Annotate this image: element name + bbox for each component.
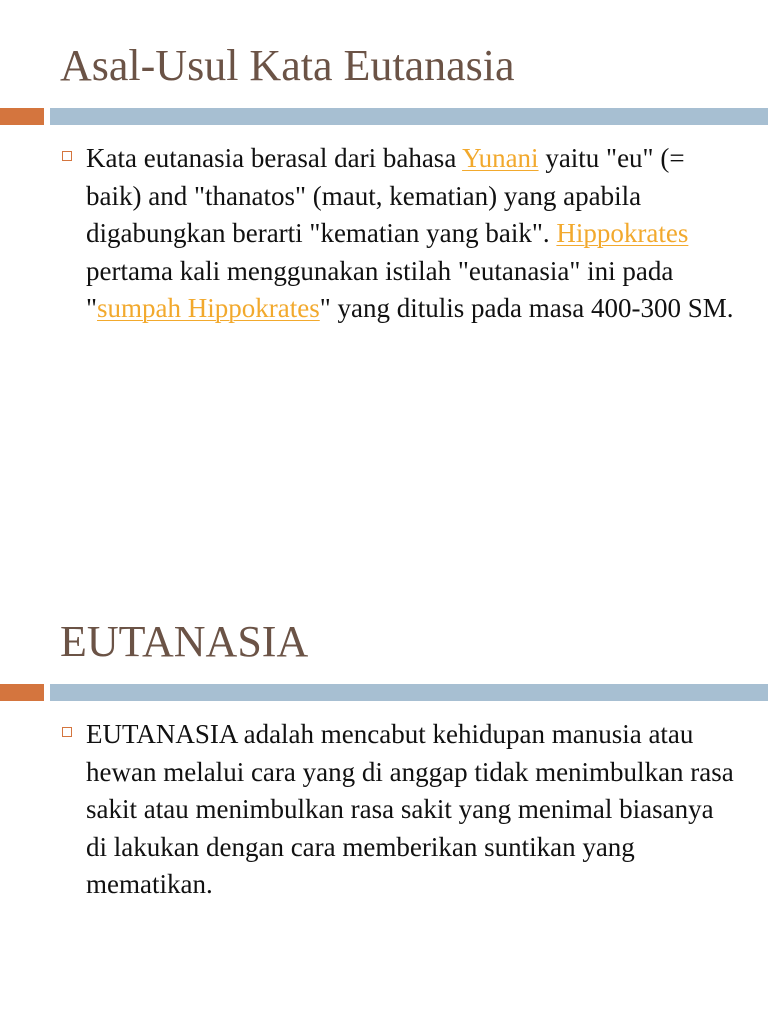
- text-segment: Kata eutanasia berasal dari bahasa: [86, 143, 463, 173]
- bullet-item: [60, 140, 740, 328]
- accent-bar-orange: [0, 108, 44, 125]
- accent-bar-blue: [50, 108, 768, 125]
- square-bullet-icon: [62, 151, 72, 161]
- text-segment: " yang ditulis pada masa 400-300 SM.: [319, 293, 734, 323]
- text-segment: pertama kali menggunakan istilah "eutanasia" ini pada ": [86, 255, 674, 323]
- text-segment: yaitu "eu" (= baik) and "thanatos" (maut, kematian) yang apabila digabungkan berarti "kematian yang baik".: [86, 143, 685, 248]
- bullet-text: EUTANASIA adalah mencabut kehidupan manusia atau hewan melalui cara yang di anggap tidak menimbulkan rasa sakit atau menimbulkan rasa sakit yang menimal biasanya di lakukan dengan cara memberikan suntikan yang mematikan.: [86, 719, 734, 899]
- link-yunani[interactable]: Yunani: [462, 143, 539, 173]
- square-bullet-icon: [62, 727, 72, 737]
- link-hippokrates[interactable]: Hippokrates: [556, 218, 689, 248]
- link-sumpah-hippokrates[interactable]: sumpah Hippokrates: [97, 293, 320, 323]
- slide-eutanasia: [0, 576, 768, 1024]
- title-accent-bar: [0, 684, 768, 701]
- accent-bar-orange: [0, 684, 44, 701]
- slide-title: EUTANASIA: [60, 617, 309, 666]
- title-accent-bar: [0, 108, 768, 125]
- slide-title: Asal-Usul Kata Eutanasia: [60, 41, 515, 90]
- bullet-text: [86, 140, 740, 328]
- accent-bar-blue: [50, 684, 768, 701]
- bullet-item: [60, 716, 740, 904]
